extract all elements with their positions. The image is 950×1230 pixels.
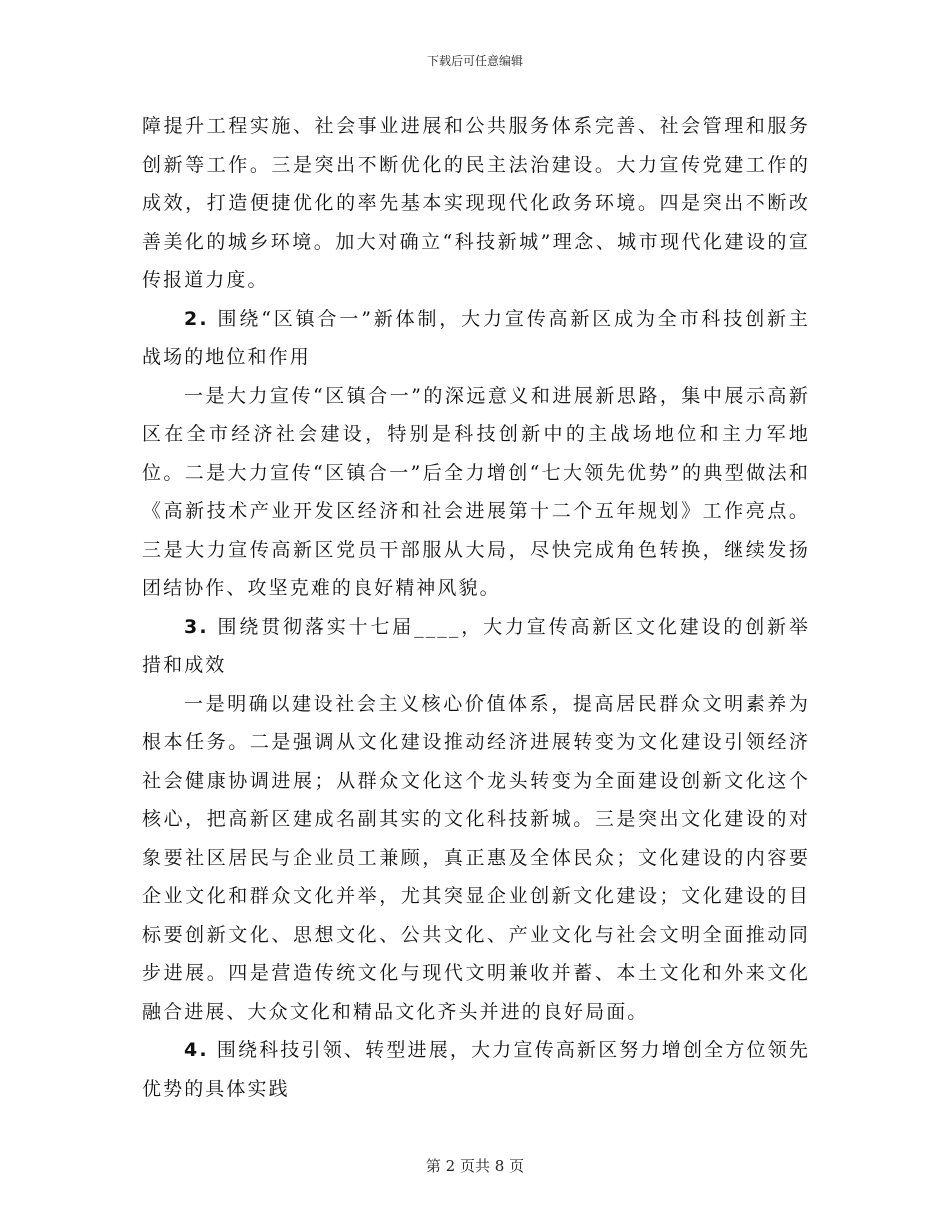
- section-heading-text: 围绕“区镇合一”新体制，大力宣传高新区成为全市科技创新主战场的地位和作用: [142, 307, 810, 368]
- document-body: [142, 107, 810, 1108]
- section-heading-2: [142, 300, 810, 377]
- section-heading-3: [142, 608, 810, 685]
- section-number: 3.: [184, 615, 209, 638]
- page-header: 下载后可任意编辑: [426, 54, 523, 68]
- paragraph-section-3: 一是明确以建设社会主义核心价值体系，提高居民群众文明素养为根本任务。二是强调从文化建设推动经济进展转变为文化建设引领经济社会健康协调进展；从群众文化这个龙头转变为全面建设创新文化这个核心，把高新区建成名副其实的文化科技新城。三是突出文化建设的对象要社区居民与企业员工兼顾，真正惠及全体民众；文化建设的内容要企业文化和群众文化并举，尤其突显企业创新文化建设；文化建设的目标要创新文化、思想文化、公共文化、产业文化与社会文明全面推动同步进展。四是营造传统文化与现代文明兼收并蓄、本土文化和外来文化融合进展、大众文化和精品文化齐头并进的良好局面。: [142, 692, 810, 1023]
- section-number: 2.: [184, 307, 209, 330]
- section-number: 4.: [184, 1039, 209, 1061]
- page-footer: 第 2 页共 8 页: [425, 1157, 525, 1175]
- section-heading-text: 围绕科技引领、转型进展，大力宣传高新区努力增创全方位领先优势的具体实践: [142, 1039, 810, 1100]
- paragraph-section-2: 一是大力宣传“区镇合一”的深远意义和进展新思路，集中展示高新区在全市经济社会建设，特别是科技创新中的主战场地位和主力军地位。二是大力宣传“区镇合一”后全力增创“七大领先优势”的典型做法和《高新技术产业开发区经济和社会进展第十二个五年规划》工作亮点。三是大力宣传高新区党员干部服从大局，尽快完成角色转换，继续发扬团结协作、攻坚克难的良好精神风貌。: [142, 384, 810, 599]
- paragraph-continuation: 障提升工程实施、社会事业进展和公共服务体系完善、社会管理和服务创新等工作。三是突出不断优化的民主法治建设。大力宣传党建工作的成效，打造便捷优化的率先基本实现现代化政务环境。四是突出不断改善美化的城乡环境。加大对确立“科技新城”理念、城市现代化建设的宣传报道力度。: [142, 115, 810, 291]
- section-heading-4: [142, 1031, 810, 1108]
- section-heading-text: 围绕贯彻落实十七届____，大力宣传高新区文化建设的创新举措和成效: [142, 615, 810, 676]
